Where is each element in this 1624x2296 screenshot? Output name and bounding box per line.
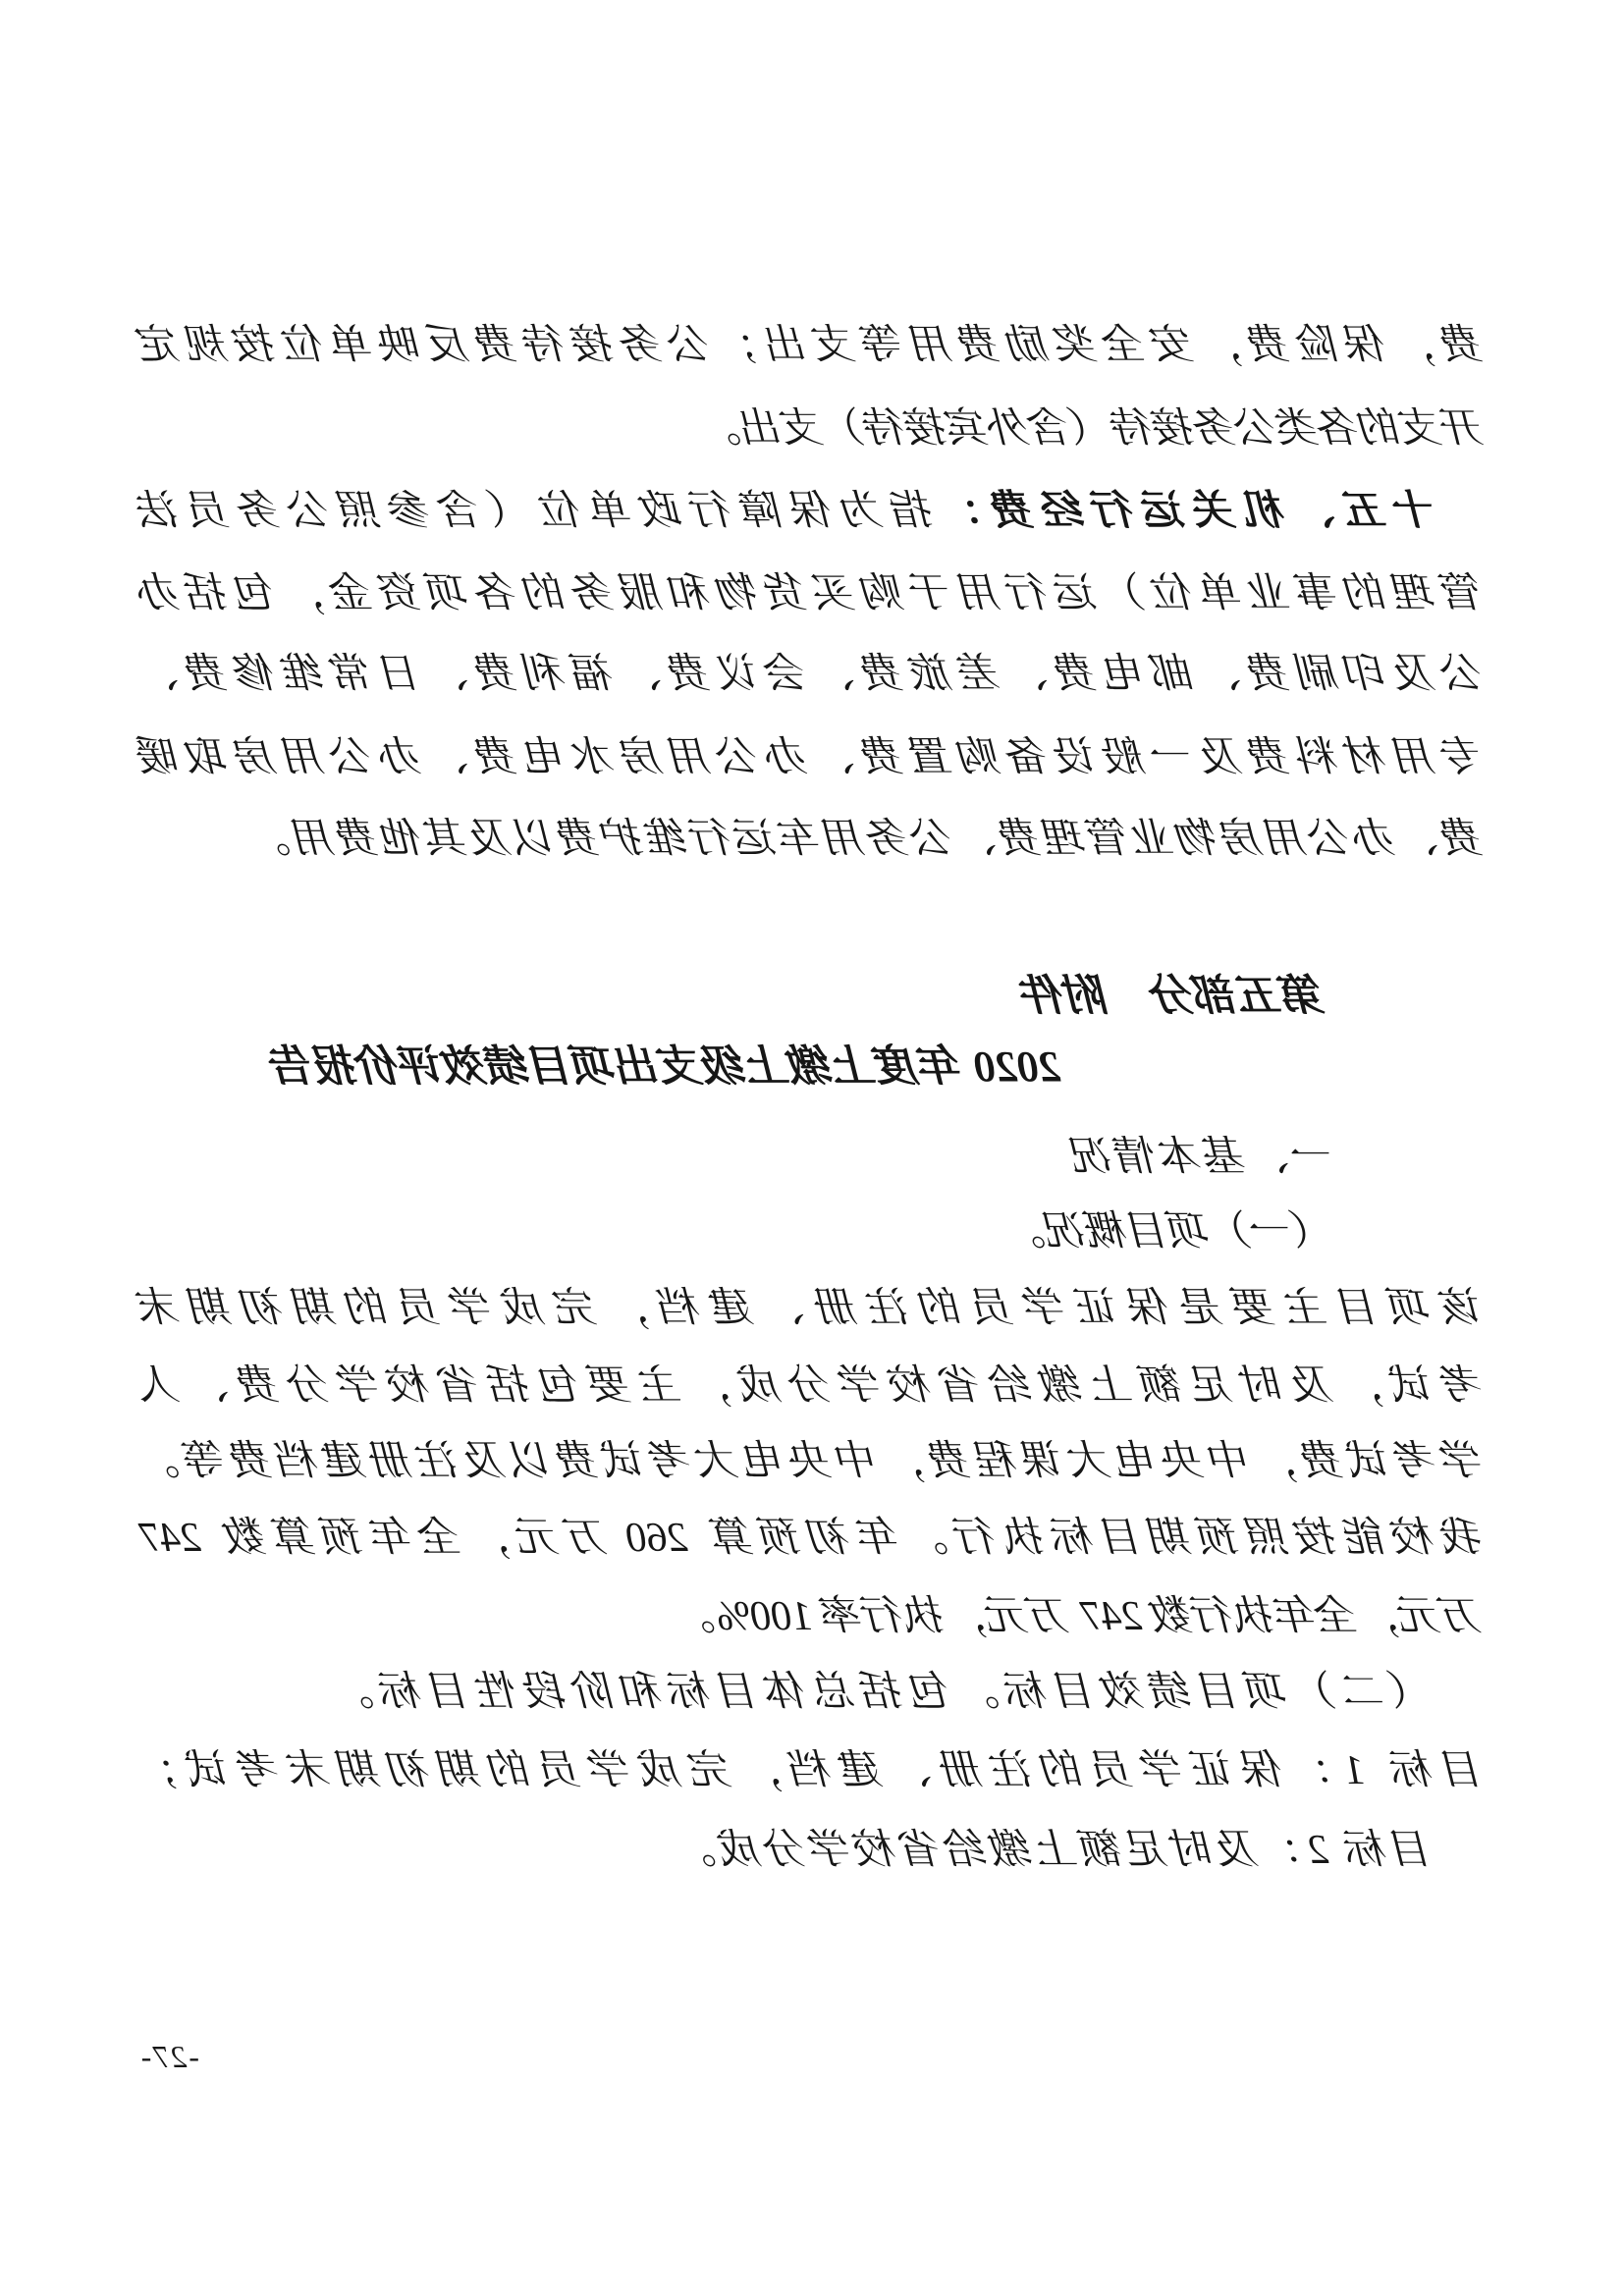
line-text: 费，保险费，安全奖励费用等支出；公务接待费反映单位按规定 <box>139 323 1485 368</box>
text-line <box>1070 1131 1335 1184</box>
text-line <box>139 1435 1485 1488</box>
line-text: 管理的事业单位）运行用于购买货物和服务的各项资金，包括办 <box>139 571 1485 616</box>
line-text: 开支的各类公务接待（含外宾接待）支出。 <box>700 406 1485 452</box>
text-line <box>327 1666 1434 1719</box>
line-text: 目标 2：及时足额上缴给省校学分成。 <box>672 1828 1434 1873</box>
line-text: 费、办公用房物业管理费、公务用车运行维护费以及其他费用。 <box>246 817 1485 862</box>
line-text: （二）项目绩效目标。包括总体目标和阶段性目标。 <box>326 1670 1434 1715</box>
line-text: 一、基本情况 <box>1069 1135 1335 1180</box>
text-line <box>139 1282 1485 1335</box>
text-line <box>139 648 1485 701</box>
text-line <box>676 1590 1484 1643</box>
text-line <box>139 1512 1485 1565</box>
text-line <box>139 1744 1485 1797</box>
text-line <box>139 731 1485 784</box>
text-line <box>247 813 1485 866</box>
text-line <box>139 319 1485 372</box>
text-line <box>672 1824 1434 1877</box>
text-line <box>701 402 1485 455</box>
line-text: 目标 1：保证学员的注册、建档，完成学员的期初期末考试； <box>139 1748 1485 1793</box>
line-text: 万元，全年执行数 247 万元，执行率 100%。 <box>675 1594 1483 1639</box>
line-text: 指为保障行政单位（含参照公务员法 <box>139 489 935 534</box>
bold-text: 十五、机关运行经费： <box>935 489 1437 534</box>
line-text: （一）项目概况。 <box>1004 1209 1335 1255</box>
report-title: 2020 年度上缴上级支出项目绩效评价报告 <box>272 1042 1060 1091</box>
line-text: 专用材料费及一般设备购置费、办公用房水电费、办公用房取暖 <box>139 735 1485 780</box>
text-line <box>139 485 1485 538</box>
line-text: 考试，及时足额上缴给省校学分成，主要包括省校学分费、人 <box>139 1363 1485 1409</box>
line-text: 学考试费，中央电大课程费，中央电大考试费以及注册建档费等。 <box>139 1439 1485 1484</box>
section-heading: 第五部分 附件 <box>1023 972 1326 1020</box>
page-number: -27- <box>138 2039 199 2074</box>
line-text: 该项目主要是保证学员的注册、建档，完成学员的期初期末 <box>139 1286 1485 1331</box>
text-line <box>139 567 1485 620</box>
text-line <box>139 1360 1485 1413</box>
text-line <box>1005 1205 1335 1258</box>
line-text: 公及印刷费、邮电费、差旅费、会议费、福利费、日常维修费、 <box>139 652 1485 697</box>
line-text: 我校能按照预期目标执行。年初预算 260 万元，全年预算数 247 <box>139 1516 1485 1561</box>
